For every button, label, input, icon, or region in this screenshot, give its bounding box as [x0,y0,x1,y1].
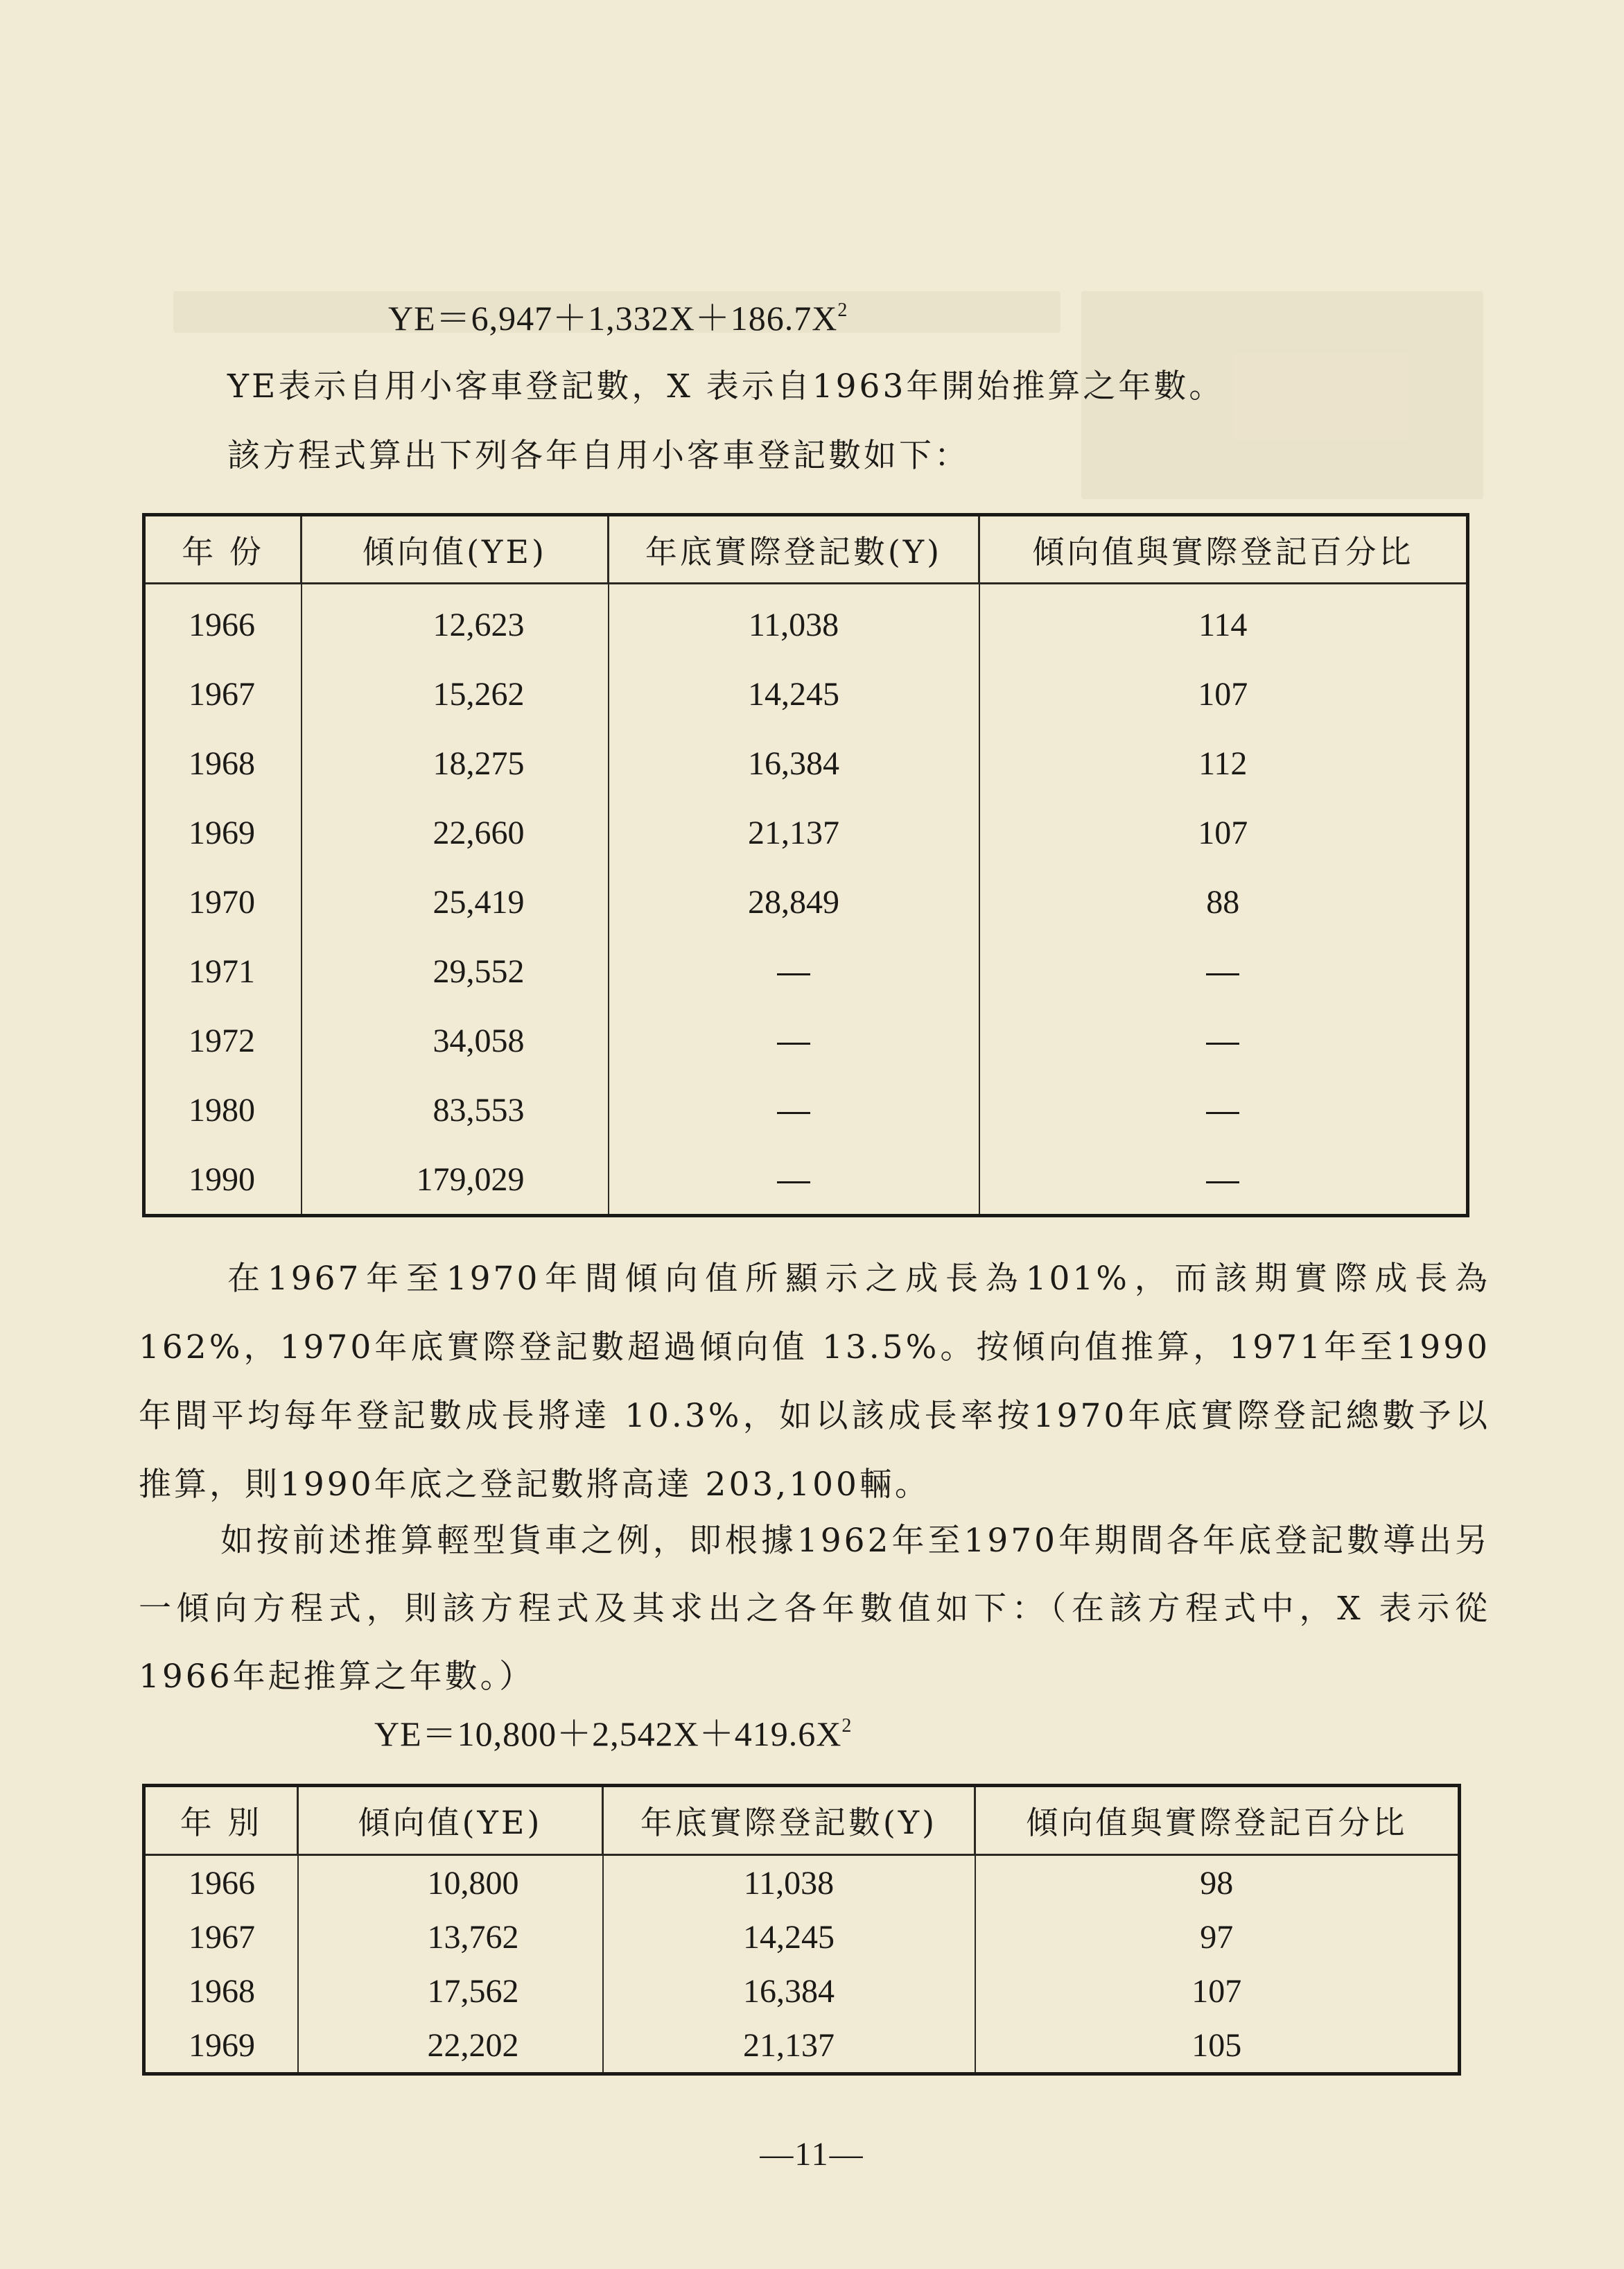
dash-mark [777,1181,810,1183]
dash-mark [1206,1112,1239,1114]
cell-trend: 179,029 [302,1145,609,1216]
column-header-actual-registrations: 年底實際登記數(Y) [609,515,979,584]
cell-percentage-empty [979,1006,1468,1075]
table-row [144,1006,1468,1075]
cell-percentage-empty [979,937,1468,1006]
cell-actual: 21,137 [609,798,979,867]
column-header-trend-value: 傾向值(YE) [302,515,609,584]
cell-year: 1966 [144,1855,298,1911]
cell-year: 1990 [144,1145,302,1216]
cell-year: 1969 [144,2018,298,2074]
cell-percentage: 114 [1198,606,1248,643]
cell-percentage-empty [979,1075,1468,1145]
formula-2-exponent: 2 [841,1715,853,1737]
table-row [144,867,1468,937]
table-row [144,1855,1460,1911]
table-header-row [144,1786,1460,1855]
dash-mark [777,973,810,975]
cell-trend: 13,762 [298,1910,603,1964]
cell-year: 1971 [144,937,302,1006]
cell-trend: 22,202 [298,2018,603,2074]
dash-mark [1206,1181,1239,1183]
cell-percentage: 105 [1191,2026,1242,2064]
table-row [144,1910,1460,1964]
cell-trend: 10,800 [298,1855,603,1911]
table-row [144,2018,1460,2074]
column-header-percentage: 傾向值與實際登記百分比 [979,515,1468,584]
cell-trend: 34,058 [302,1006,609,1075]
formula-2-main: YE＝10,800＋2,542X＋419.6X [374,1714,842,1753]
cell-percentage-empty [979,1145,1468,1216]
cell-actual: 11,038 [609,584,979,660]
cell-percentage: 98 [1200,1864,1234,1902]
cell-year: 1968 [144,729,302,798]
cell-trend: 22,660 [302,798,609,867]
cell-actual: 16,384 [603,1964,975,2018]
table-row [144,659,1468,729]
cell-percentage: 97 [1200,1918,1234,1956]
cell-year: 1966 [144,584,302,660]
cell-year: 1967 [144,659,302,729]
page-number: —11— [760,2136,864,2173]
dash-mark [1206,973,1239,975]
cell-percentage: 107 [1198,675,1248,713]
cell-year: 1980 [144,1075,302,1145]
cell-actual: 21,137 [603,2018,975,2074]
cell-actual-empty [609,1006,979,1075]
cell-actual-empty [609,1145,979,1216]
table-row [144,798,1468,867]
formula-1 [388,290,848,339]
cell-trend: 12,623 [302,584,609,660]
cell-year: 1968 [144,1964,298,2018]
table-row [144,584,1468,660]
cell-percentage: 112 [1198,745,1248,782]
column-header-trend-value: 傾向值(YE) [298,1786,603,1855]
column-header-percentage: 傾向值與實際登記百分比 [975,1786,1460,1855]
cell-year: 1969 [144,798,302,867]
trend-table-2 [142,1784,1461,2076]
trend-table-1 [142,513,1469,1217]
cell-trend: 18,275 [302,729,609,798]
intro-line-1: YE表示自用小客車登記數，X 表示自1963年開始推算之年數。 [227,367,1225,406]
table-row [144,1964,1460,2018]
table-header-row [144,515,1468,584]
formula-1-main: YE＝6,947＋1,332X＋186.7X [388,299,838,338]
cell-actual: 28,849 [609,867,979,937]
paragraph-1: 在1967年至1970年間傾向值所顯示之成長為101%，而該期實際成長為162%，1970年底實際登記數超過傾向值 13.5%。按傾向值推算，1971年至1990年間平均每年登記數成長將達 10.3%，如以該成長率按1970年底實際登記總數予以推算，則1990年底之登記數將高達 203,100輛。 [139,1260,1490,1504]
dash-mark [777,1043,810,1045]
column-header-year: 年 份 [144,515,302,584]
cell-percentage: 107 [1191,1972,1242,2010]
cell-percentage: 88 [1206,883,1240,921]
cell-trend: 29,552 [302,937,609,1006]
cell-year: 1970 [144,867,302,937]
cell-trend: 25,419 [302,867,609,937]
column-header-actual-registrations: 年底實際登記數(Y) [603,1786,975,1855]
formula-1-exponent: 2 [837,299,848,321]
dash-mark [777,1112,810,1114]
column-header-year: 年 別 [144,1786,298,1855]
table-row [144,1075,1468,1145]
table-row [144,729,1468,798]
cell-percentage: 107 [1198,814,1248,851]
cell-actual-empty [609,937,979,1006]
intro-line-2: 該方程式算出下列各年自用小客車登記數如下： [227,437,970,475]
table-row [144,937,1468,1006]
cell-actual: 11,038 [603,1855,975,1911]
cell-actual: 14,245 [603,1910,975,1964]
dash-mark [1206,1043,1239,1045]
cell-year: 1972 [144,1006,302,1075]
cell-actual-empty [609,1075,979,1145]
cell-trend: 15,262 [302,659,609,729]
cell-trend: 17,562 [298,1964,603,2018]
paragraph-2: 如按前述推算輕型貨車之例，即根據1962年至1970年期間各年底登記數導出另一傾向方程式，則該方程式及其求出之各年數值如下：（在該方程式中，X 表示從1966年起推算之年數。） [139,1522,1490,1696]
table-row [144,1145,1468,1216]
cell-actual: 16,384 [609,729,979,798]
formula-2 [374,1705,852,1755]
cell-year: 1967 [144,1910,298,1964]
cell-trend: 83,553 [302,1075,609,1145]
cell-actual: 14,245 [609,659,979,729]
